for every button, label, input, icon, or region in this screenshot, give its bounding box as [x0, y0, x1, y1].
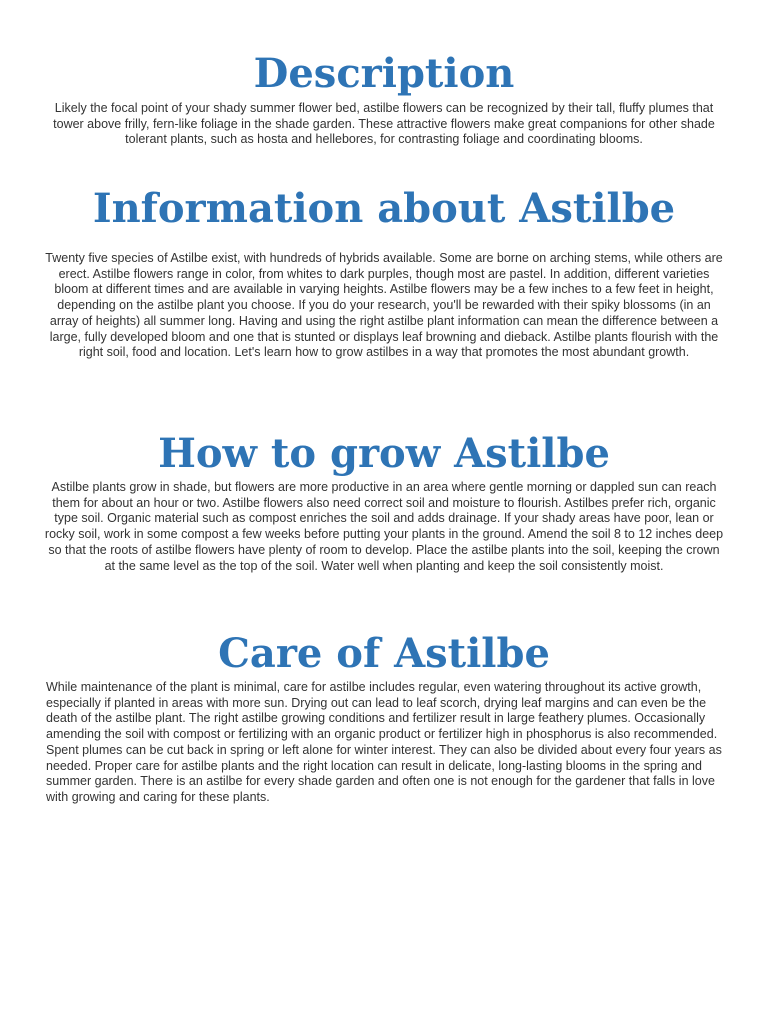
information-paragraph: Twenty five species of Astilbe exist, with hundreds of hybrids available. Some are borne on arching stems, while others are erect. Astilbe flowers range in color, from whites to dark purples, though most are pastel. In addition, different varieties bloom at different times and are available in varying heights. Astilbe flowers may be a few inches to a few feet in height, depending on the astilbe plant you choose. If you do your research, you'll be rewarded with their spiky blossoms (in an array of heights) all summer long. Having and using the right astilbe plant information can mean the difference between a large, fully developed bloom and one that is stunted or displays leaf browning and dieback. Astilbe plants flourish with the right soil, food and location. Let's learn how to grow astilbes in a way that promotes the most abundant growth. — [45, 251, 723, 360]
care-heading: Care of Astilbe — [218, 630, 550, 677]
information-heading: Information about Astilbe — [92, 185, 676, 232]
description-heading: Description — [253, 50, 515, 97]
description-paragraph: Likely the focal point of your shady summer flower bed, astilbe flowers can be recognized by their tall, fluffy plumes that tower above frilly, fern-like foliage in the shade garden. These attractive flowers make great companions for other shade tolerant plants, such as hosta and hellebores, for contrasting foliage and coordinating blooms. — [53, 101, 715, 147]
care-paragraph: While maintenance of the plant is minimal, care for astilbe includes regular, even watering throughout its active growth, especially if planted in areas with more sun. Drying out can lead to leaf scorch, drying leaf margins and can even be the death of the astilbe plant. The right astilbe growing conditions and fertilizer result in large feathery plumes. Occasionally amending the soil with compost or fertilizing with an organic product or fertilizer high in phosphorus is also recommended. Spent plumes can be cut back in spring or left alone for winter interest. They can also be divided about every four years as needed. Proper care for astilbe plants and the right location can result in delicate, long-lasting blooms in the spring and summer garden. There is an astilbe for every shade garden and often one is not enough for the gardener that falls in love with growing and caring for these plants. — [46, 680, 722, 804]
how-to-grow-paragraph: Astilbe plants grow in shade, but flowers are more productive in an area where gentle morning or dappled sun can reach them for about an hour or two. Astilbe flowers also need correct soil and moisture to flourish. Astilbes prefer rich, organic type soil. Organic material such as compost enriches the soil and adds drainage. If your shady areas have poor, lean or rocky soil, work in some compost a few weeks before putting your plants in the ground. Amend the soil 8 to 12 inches deep so that the roots of astilbe flowers have plenty of room to develop. Place the astilbe plants into the soil, keeping the crown at the same level as the top of the soil. Water well when planting and keep the soil consistently moist. — [44, 480, 724, 573]
how-to-grow-heading: How to grow Astilbe — [158, 430, 610, 477]
